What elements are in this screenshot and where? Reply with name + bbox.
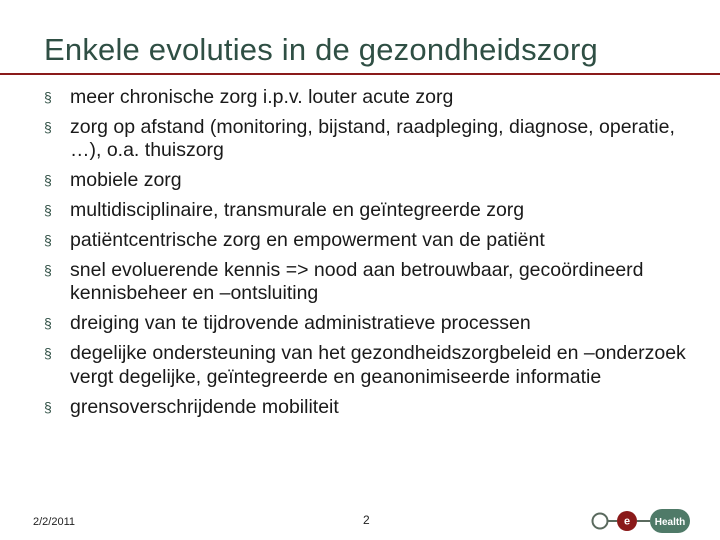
bullet-text: multidisciplinaire, transmurale en geïntegreerde zorg xyxy=(70,199,525,222)
bullet-item xyxy=(44,396,694,420)
bullet-text: degelijke ondersteuning van het gezondheidszorgbeleid en –onderzoek vergt degelijke, geïntegreerde en geanonimiseerde informatie xyxy=(70,342,686,388)
bullet-text: snel evoluerende kennis => nood aan betrouwbaar, gecoördineerd kennisbeheer en –ontsluiting xyxy=(70,258,644,305)
bullet-list xyxy=(44,86,694,426)
bullet-square-icon: § xyxy=(44,345,52,362)
logo-ring-icon xyxy=(593,514,608,529)
bullet-square-icon: § xyxy=(44,398,52,415)
logo-letter: e xyxy=(623,515,631,528)
bullet-square-icon: § xyxy=(44,89,52,105)
bullet-item xyxy=(44,312,694,336)
bullet-text: meer chronische zorg i.p.v. louter acute zorg xyxy=(70,86,454,108)
bullet-text: zorg op afstand (monitoring, bijstand, raadpleging, diagnose, operatie, …), o.a. thuiszorg xyxy=(70,115,675,162)
logo-word: Health xyxy=(654,517,686,528)
bullet-item xyxy=(44,229,694,253)
bullet-square-icon: § xyxy=(44,202,52,219)
bullet-square-icon: § xyxy=(44,261,52,278)
footer-page-number: 2 xyxy=(363,513,370,527)
bullet-item xyxy=(44,116,694,163)
bullet-text: dreiging van te tijdrovende administratieve processen xyxy=(70,312,531,335)
bullet-square-icon: § xyxy=(44,232,52,249)
title-divider xyxy=(0,73,720,75)
bullet-text: mobiele zorg xyxy=(70,169,182,192)
bullet-item xyxy=(44,169,694,193)
bullet-square-icon: § xyxy=(44,118,52,135)
bullet-item xyxy=(44,342,694,389)
slide-title: Enkele evoluties in de gezondheidszorg xyxy=(44,32,598,67)
bullet-item xyxy=(44,259,694,306)
bullet-item xyxy=(44,86,694,110)
footer-date: 2/2/2011 xyxy=(33,516,76,528)
bullet-text: grensoverschrijdende mobiliteit xyxy=(70,395,339,418)
bullet-square-icon: § xyxy=(44,172,52,189)
bullet-text: patiëntcentrische zorg en empowerment van de patiënt xyxy=(70,229,545,252)
ehealth-logo xyxy=(590,505,714,537)
bullet-item xyxy=(44,199,694,223)
bullet-square-icon: § xyxy=(44,315,52,332)
